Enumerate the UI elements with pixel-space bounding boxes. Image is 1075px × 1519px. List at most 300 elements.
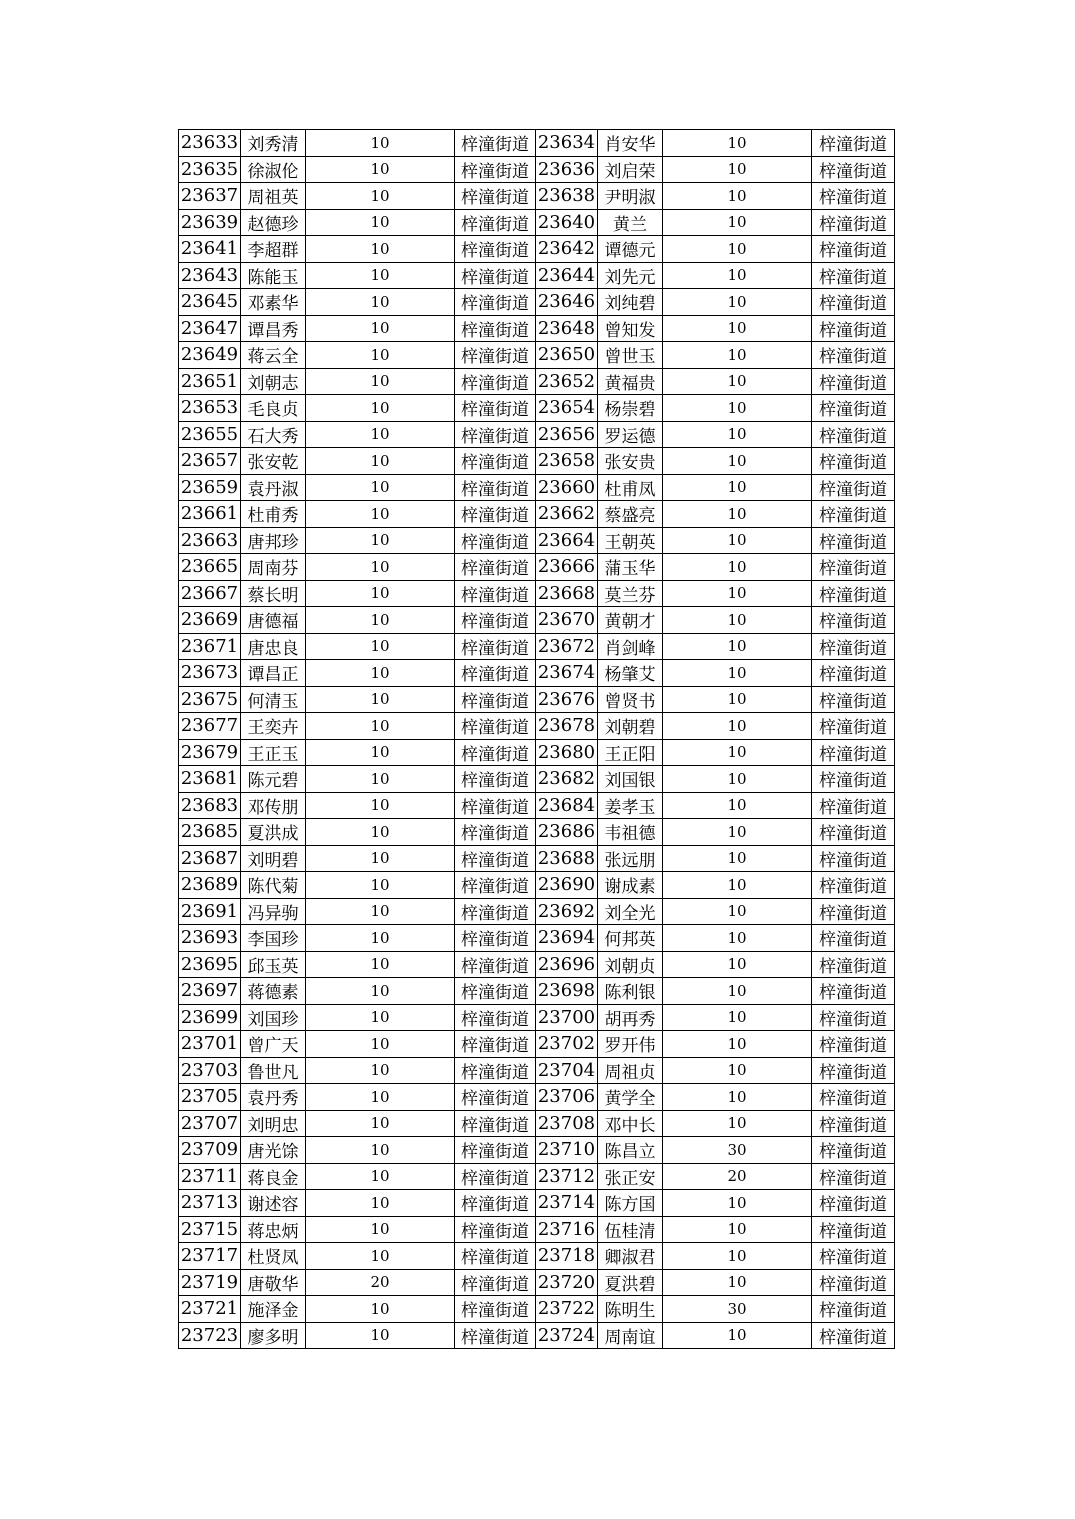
amount-cell: 10	[663, 792, 812, 819]
record-id-cell: 23646	[536, 289, 598, 316]
street-cell: 梓潼街道	[455, 209, 536, 236]
amount-cell: 10	[306, 845, 455, 872]
record-id-cell: 23634	[536, 130, 598, 157]
amount-cell: 10	[663, 766, 812, 793]
person-name-cell: 曾贤书	[598, 686, 663, 713]
amount-cell: 10	[663, 845, 812, 872]
record-id-cell: 23647	[179, 315, 241, 342]
amount-cell: 10	[306, 368, 455, 395]
amount-cell: 10	[306, 262, 455, 289]
street-cell: 梓潼街道	[812, 448, 895, 475]
record-id-cell: 23664	[536, 527, 598, 554]
street-cell: 梓潼街道	[455, 819, 536, 846]
street-cell: 梓潼街道	[812, 1243, 895, 1270]
amount-cell: 10	[663, 925, 812, 952]
record-id-cell: 23651	[179, 368, 241, 395]
person-name-cell: 黄福贵	[598, 368, 663, 395]
amount-cell: 10	[306, 1137, 455, 1164]
amount-cell: 10	[663, 607, 812, 634]
person-name-cell: 王奕卉	[241, 713, 306, 740]
street-cell: 梓潼街道	[812, 421, 895, 448]
record-id-cell: 23653	[179, 395, 241, 422]
person-name-cell: 周南谊	[598, 1322, 663, 1349]
record-id-cell: 23676	[536, 686, 598, 713]
amount-cell: 10	[663, 421, 812, 448]
record-id-cell: 23660	[536, 474, 598, 501]
table-row	[179, 580, 895, 607]
table-row	[179, 448, 895, 475]
record-id-cell: 23642	[536, 236, 598, 263]
record-id-cell: 23641	[179, 236, 241, 263]
amount-cell: 10	[306, 1322, 455, 1349]
person-name-cell: 罗开伟	[598, 1031, 663, 1058]
record-id-cell: 23658	[536, 448, 598, 475]
person-name-cell: 黄兰	[598, 209, 663, 236]
record-id-cell: 23705	[179, 1084, 241, 1111]
street-cell: 梓潼街道	[812, 713, 895, 740]
record-id-cell: 23710	[536, 1137, 598, 1164]
street-cell: 梓潼街道	[812, 766, 895, 793]
person-name-cell: 曾世玉	[598, 342, 663, 369]
amount-cell: 10	[306, 686, 455, 713]
amount-cell: 10	[306, 1031, 455, 1058]
person-name-cell: 廖多明	[241, 1322, 306, 1349]
record-id-cell: 23687	[179, 845, 241, 872]
person-name-cell: 刘纯碧	[598, 289, 663, 316]
street-cell: 梓潼街道	[455, 156, 536, 183]
record-id-cell: 23720	[536, 1269, 598, 1296]
amount-cell: 10	[306, 1216, 455, 1243]
amount-cell: 10	[306, 1163, 455, 1190]
street-cell: 梓潼街道	[455, 289, 536, 316]
person-name-cell: 莫兰芬	[598, 580, 663, 607]
record-id-cell: 23715	[179, 1216, 241, 1243]
street-cell: 梓潼街道	[812, 1322, 895, 1349]
person-name-cell: 唐敬华	[241, 1269, 306, 1296]
record-id-cell: 23690	[536, 872, 598, 899]
amount-cell: 10	[306, 395, 455, 422]
person-name-cell: 蔡长明	[241, 580, 306, 607]
person-name-cell: 陈明生	[598, 1296, 663, 1323]
amount-cell: 10	[306, 872, 455, 899]
amount-cell: 10	[306, 289, 455, 316]
person-name-cell: 唐光馀	[241, 1137, 306, 1164]
street-cell: 梓潼街道	[455, 1057, 536, 1084]
street-cell: 梓潼街道	[455, 792, 536, 819]
record-id-cell: 23713	[179, 1190, 241, 1217]
record-id-cell: 23724	[536, 1322, 598, 1349]
person-name-cell: 何清玉	[241, 686, 306, 713]
street-cell: 梓潼街道	[455, 1216, 536, 1243]
record-id-cell: 23650	[536, 342, 598, 369]
amount-cell: 10	[663, 1269, 812, 1296]
person-name-cell: 谭昌秀	[241, 315, 306, 342]
record-id-cell: 23675	[179, 686, 241, 713]
amount-cell: 10	[306, 925, 455, 952]
street-cell: 梓潼街道	[455, 872, 536, 899]
amount-cell: 10	[663, 1322, 812, 1349]
person-name-cell: 刘启荣	[598, 156, 663, 183]
amount-cell: 10	[663, 872, 812, 899]
table-row	[179, 739, 895, 766]
person-name-cell: 王朝英	[598, 527, 663, 554]
person-name-cell: 伍桂清	[598, 1216, 663, 1243]
table-row	[179, 978, 895, 1005]
person-name-cell: 刘秀清	[241, 130, 306, 157]
amount-cell: 10	[306, 607, 455, 634]
record-id-cell: 23674	[536, 660, 598, 687]
record-id-cell: 23638	[536, 183, 598, 210]
amount-cell: 10	[306, 448, 455, 475]
street-cell: 梓潼街道	[812, 872, 895, 899]
record-id-cell: 23652	[536, 368, 598, 395]
amount-cell: 10	[306, 951, 455, 978]
person-name-cell: 刘朝志	[241, 368, 306, 395]
person-name-cell: 邓中长	[598, 1110, 663, 1137]
person-name-cell: 刘朝碧	[598, 713, 663, 740]
street-cell: 梓潼街道	[812, 1137, 895, 1164]
record-id-cell: 23671	[179, 633, 241, 660]
amount-cell: 10	[663, 342, 812, 369]
street-cell: 梓潼街道	[812, 1269, 895, 1296]
record-id-cell: 23636	[536, 156, 598, 183]
amount-cell: 10	[663, 1031, 812, 1058]
amount-cell: 10	[306, 739, 455, 766]
table-row	[179, 156, 895, 183]
street-cell: 梓潼街道	[812, 845, 895, 872]
street-cell: 梓潼街道	[455, 1269, 536, 1296]
record-id-cell: 23684	[536, 792, 598, 819]
amount-cell: 10	[663, 739, 812, 766]
street-cell: 梓潼街道	[812, 554, 895, 581]
record-id-cell: 23670	[536, 607, 598, 634]
amount-cell: 10	[663, 501, 812, 528]
street-cell: 梓潼街道	[812, 660, 895, 687]
record-id-cell: 23709	[179, 1137, 241, 1164]
amount-cell: 10	[306, 421, 455, 448]
street-cell: 梓潼街道	[812, 156, 895, 183]
record-id-cell: 23643	[179, 262, 241, 289]
record-id-cell: 23657	[179, 448, 241, 475]
record-id-cell: 23661	[179, 501, 241, 528]
person-name-cell: 杨崇碧	[598, 395, 663, 422]
person-name-cell: 杜贤凤	[241, 1243, 306, 1270]
table-row	[179, 660, 895, 687]
record-id-cell: 23718	[536, 1243, 598, 1270]
amount-cell: 10	[306, 766, 455, 793]
amount-cell: 10	[306, 898, 455, 925]
person-name-cell: 邓传朋	[241, 792, 306, 819]
table-row	[179, 289, 895, 316]
amount-cell: 10	[306, 633, 455, 660]
record-id-cell: 23673	[179, 660, 241, 687]
amount-cell: 10	[663, 368, 812, 395]
amount-cell: 10	[663, 1004, 812, 1031]
street-cell: 梓潼街道	[812, 686, 895, 713]
person-name-cell: 冯异驹	[241, 898, 306, 925]
table-row	[179, 421, 895, 448]
street-cell: 梓潼街道	[455, 395, 536, 422]
person-name-cell: 蔡盛亮	[598, 501, 663, 528]
amount-cell: 10	[663, 130, 812, 157]
amount-cell: 30	[663, 1137, 812, 1164]
street-cell: 梓潼街道	[812, 1216, 895, 1243]
street-cell: 梓潼街道	[455, 262, 536, 289]
street-cell: 梓潼街道	[812, 951, 895, 978]
street-cell: 梓潼街道	[812, 1110, 895, 1137]
street-cell: 梓潼街道	[812, 262, 895, 289]
record-id-cell: 23639	[179, 209, 241, 236]
street-cell: 梓潼街道	[812, 289, 895, 316]
street-cell: 梓潼街道	[812, 819, 895, 846]
amount-cell: 10	[663, 898, 812, 925]
street-cell: 梓潼街道	[455, 1084, 536, 1111]
record-id-cell: 23694	[536, 925, 598, 952]
street-cell: 梓潼街道	[812, 315, 895, 342]
amount-cell: 10	[306, 660, 455, 687]
table-row	[179, 395, 895, 422]
person-name-cell: 唐德福	[241, 607, 306, 634]
amount-cell: 20	[663, 1163, 812, 1190]
record-id-cell: 23656	[536, 421, 598, 448]
table-row	[179, 1137, 895, 1164]
street-cell: 梓潼街道	[455, 713, 536, 740]
record-id-cell: 23708	[536, 1110, 598, 1137]
street-cell: 梓潼街道	[455, 236, 536, 263]
street-cell: 梓潼街道	[455, 766, 536, 793]
person-name-cell: 夏洪成	[241, 819, 306, 846]
record-id-cell: 23692	[536, 898, 598, 925]
amount-cell: 10	[663, 951, 812, 978]
amount-cell: 10	[663, 236, 812, 263]
person-name-cell: 何邦英	[598, 925, 663, 952]
record-id-cell: 23677	[179, 713, 241, 740]
amount-cell: 10	[663, 660, 812, 687]
table-row	[179, 342, 895, 369]
amount-cell: 10	[306, 1057, 455, 1084]
record-id-cell: 23682	[536, 766, 598, 793]
person-name-cell: 肖剑峰	[598, 633, 663, 660]
street-cell: 梓潼街道	[812, 978, 895, 1005]
person-name-cell: 尹明淑	[598, 183, 663, 210]
person-name-cell: 周祖英	[241, 183, 306, 210]
record-id-cell: 23635	[179, 156, 241, 183]
street-cell: 梓潼街道	[812, 368, 895, 395]
street-cell: 梓潼街道	[455, 1322, 536, 1349]
person-name-cell: 蒋德素	[241, 978, 306, 1005]
street-cell: 梓潼街道	[812, 1190, 895, 1217]
amount-cell: 10	[306, 130, 455, 157]
table-row	[179, 951, 895, 978]
amount-cell: 10	[663, 289, 812, 316]
person-name-cell: 赵德珍	[241, 209, 306, 236]
person-name-cell: 蒋云全	[241, 342, 306, 369]
person-name-cell: 蒋忠炳	[241, 1216, 306, 1243]
amount-cell: 10	[663, 1110, 812, 1137]
record-id-cell: 23644	[536, 262, 598, 289]
person-name-cell: 曾知发	[598, 315, 663, 342]
table-row	[179, 1031, 895, 1058]
person-name-cell: 蒋良金	[241, 1163, 306, 1190]
record-id-cell: 23637	[179, 183, 241, 210]
amount-cell: 10	[306, 713, 455, 740]
amount-cell: 30	[663, 1296, 812, 1323]
record-id-cell: 23669	[179, 607, 241, 634]
table-row	[179, 845, 895, 872]
person-name-cell: 周南芬	[241, 554, 306, 581]
table-row	[179, 633, 895, 660]
amount-cell: 10	[663, 580, 812, 607]
person-name-cell: 唐忠良	[241, 633, 306, 660]
amount-cell: 10	[306, 1190, 455, 1217]
person-name-cell: 刘全光	[598, 898, 663, 925]
person-name-cell: 王正玉	[241, 739, 306, 766]
record-id-cell: 23721	[179, 1296, 241, 1323]
street-cell: 梓潼街道	[812, 209, 895, 236]
table-row	[179, 686, 895, 713]
record-id-cell: 23672	[536, 633, 598, 660]
record-id-cell: 23693	[179, 925, 241, 952]
street-cell: 梓潼街道	[455, 633, 536, 660]
person-name-cell: 刘朝贞	[598, 951, 663, 978]
street-cell: 梓潼街道	[812, 236, 895, 263]
person-name-cell: 杨肇艾	[598, 660, 663, 687]
table-row	[179, 1084, 895, 1111]
record-id-cell: 23654	[536, 395, 598, 422]
street-cell: 梓潼街道	[455, 898, 536, 925]
table-row	[179, 1322, 895, 1349]
person-name-cell: 张安乾	[241, 448, 306, 475]
record-id-cell: 23700	[536, 1004, 598, 1031]
table-row	[179, 1163, 895, 1190]
record-id-cell: 23665	[179, 554, 241, 581]
amount-cell: 10	[663, 527, 812, 554]
street-cell: 梓潼街道	[455, 1110, 536, 1137]
person-name-cell: 陈利银	[598, 978, 663, 1005]
street-cell: 梓潼街道	[455, 580, 536, 607]
record-id-cell: 23712	[536, 1163, 598, 1190]
record-id-cell: 23707	[179, 1110, 241, 1137]
amount-cell: 10	[663, 819, 812, 846]
roster-table	[178, 129, 895, 1349]
person-name-cell: 李国珍	[241, 925, 306, 952]
street-cell: 梓潼街道	[812, 633, 895, 660]
street-cell: 梓潼街道	[812, 925, 895, 952]
amount-cell: 10	[663, 1190, 812, 1217]
person-name-cell: 谢成素	[598, 872, 663, 899]
person-name-cell: 谢述容	[241, 1190, 306, 1217]
person-name-cell: 姜孝玉	[598, 792, 663, 819]
record-id-cell: 23699	[179, 1004, 241, 1031]
street-cell: 梓潼街道	[455, 1190, 536, 1217]
table-row	[179, 713, 895, 740]
street-cell: 梓潼街道	[812, 527, 895, 554]
table-row	[179, 527, 895, 554]
person-name-cell: 袁丹秀	[241, 1084, 306, 1111]
street-cell: 梓潼街道	[812, 1163, 895, 1190]
street-cell: 梓潼街道	[812, 395, 895, 422]
street-cell: 梓潼街道	[455, 1137, 536, 1164]
amount-cell: 10	[306, 978, 455, 1005]
person-name-cell: 刘国银	[598, 766, 663, 793]
record-id-cell: 23688	[536, 845, 598, 872]
amount-cell: 10	[306, 1084, 455, 1111]
table-row	[179, 130, 895, 157]
amount-cell: 10	[663, 315, 812, 342]
person-name-cell: 黄朝才	[598, 607, 663, 634]
record-id-cell: 23681	[179, 766, 241, 793]
record-id-cell: 23689	[179, 872, 241, 899]
person-name-cell: 张正安	[598, 1163, 663, 1190]
table-row	[179, 183, 895, 210]
street-cell: 梓潼街道	[455, 845, 536, 872]
person-name-cell: 卿淑君	[598, 1243, 663, 1270]
person-name-cell: 邱玉英	[241, 951, 306, 978]
street-cell: 梓潼街道	[812, 792, 895, 819]
record-id-cell: 23633	[179, 130, 241, 157]
table-row	[179, 898, 895, 925]
record-id-cell: 23678	[536, 713, 598, 740]
record-id-cell: 23716	[536, 1216, 598, 1243]
amount-cell: 10	[663, 713, 812, 740]
table-row	[179, 1269, 895, 1296]
amount-cell: 10	[306, 1296, 455, 1323]
record-id-cell: 23711	[179, 1163, 241, 1190]
person-name-cell: 鲁世凡	[241, 1057, 306, 1084]
record-id-cell: 23666	[536, 554, 598, 581]
street-cell: 梓潼街道	[455, 421, 536, 448]
table-row	[179, 315, 895, 342]
street-cell: 梓潼街道	[455, 1296, 536, 1323]
record-id-cell: 23704	[536, 1057, 598, 1084]
person-name-cell: 罗运德	[598, 421, 663, 448]
table-row	[179, 368, 895, 395]
amount-cell: 10	[663, 474, 812, 501]
record-id-cell: 23703	[179, 1057, 241, 1084]
street-cell: 梓潼街道	[455, 1004, 536, 1031]
amount-cell: 10	[306, 554, 455, 581]
amount-cell: 10	[306, 501, 455, 528]
amount-cell: 10	[306, 474, 455, 501]
amount-cell: 10	[306, 236, 455, 263]
street-cell: 梓潼街道	[812, 130, 895, 157]
table-row	[179, 1057, 895, 1084]
record-id-cell: 23696	[536, 951, 598, 978]
amount-cell: 10	[306, 156, 455, 183]
record-id-cell: 23680	[536, 739, 598, 766]
person-name-cell: 毛良贞	[241, 395, 306, 422]
record-id-cell: 23649	[179, 342, 241, 369]
record-id-cell: 23695	[179, 951, 241, 978]
record-id-cell: 23697	[179, 978, 241, 1005]
amount-cell: 10	[663, 395, 812, 422]
record-id-cell: 23701	[179, 1031, 241, 1058]
record-id-cell: 23668	[536, 580, 598, 607]
table-row	[179, 262, 895, 289]
person-name-cell: 石大秀	[241, 421, 306, 448]
street-cell: 梓潼街道	[812, 501, 895, 528]
table-row	[179, 1110, 895, 1137]
person-name-cell: 杜甫凤	[598, 474, 663, 501]
street-cell: 梓潼街道	[455, 607, 536, 634]
street-cell: 梓潼街道	[455, 315, 536, 342]
street-cell: 梓潼街道	[455, 448, 536, 475]
record-id-cell: 23685	[179, 819, 241, 846]
person-name-cell: 张远朋	[598, 845, 663, 872]
record-id-cell: 23686	[536, 819, 598, 846]
person-name-cell: 谭德元	[598, 236, 663, 263]
street-cell: 梓潼街道	[812, 1084, 895, 1111]
